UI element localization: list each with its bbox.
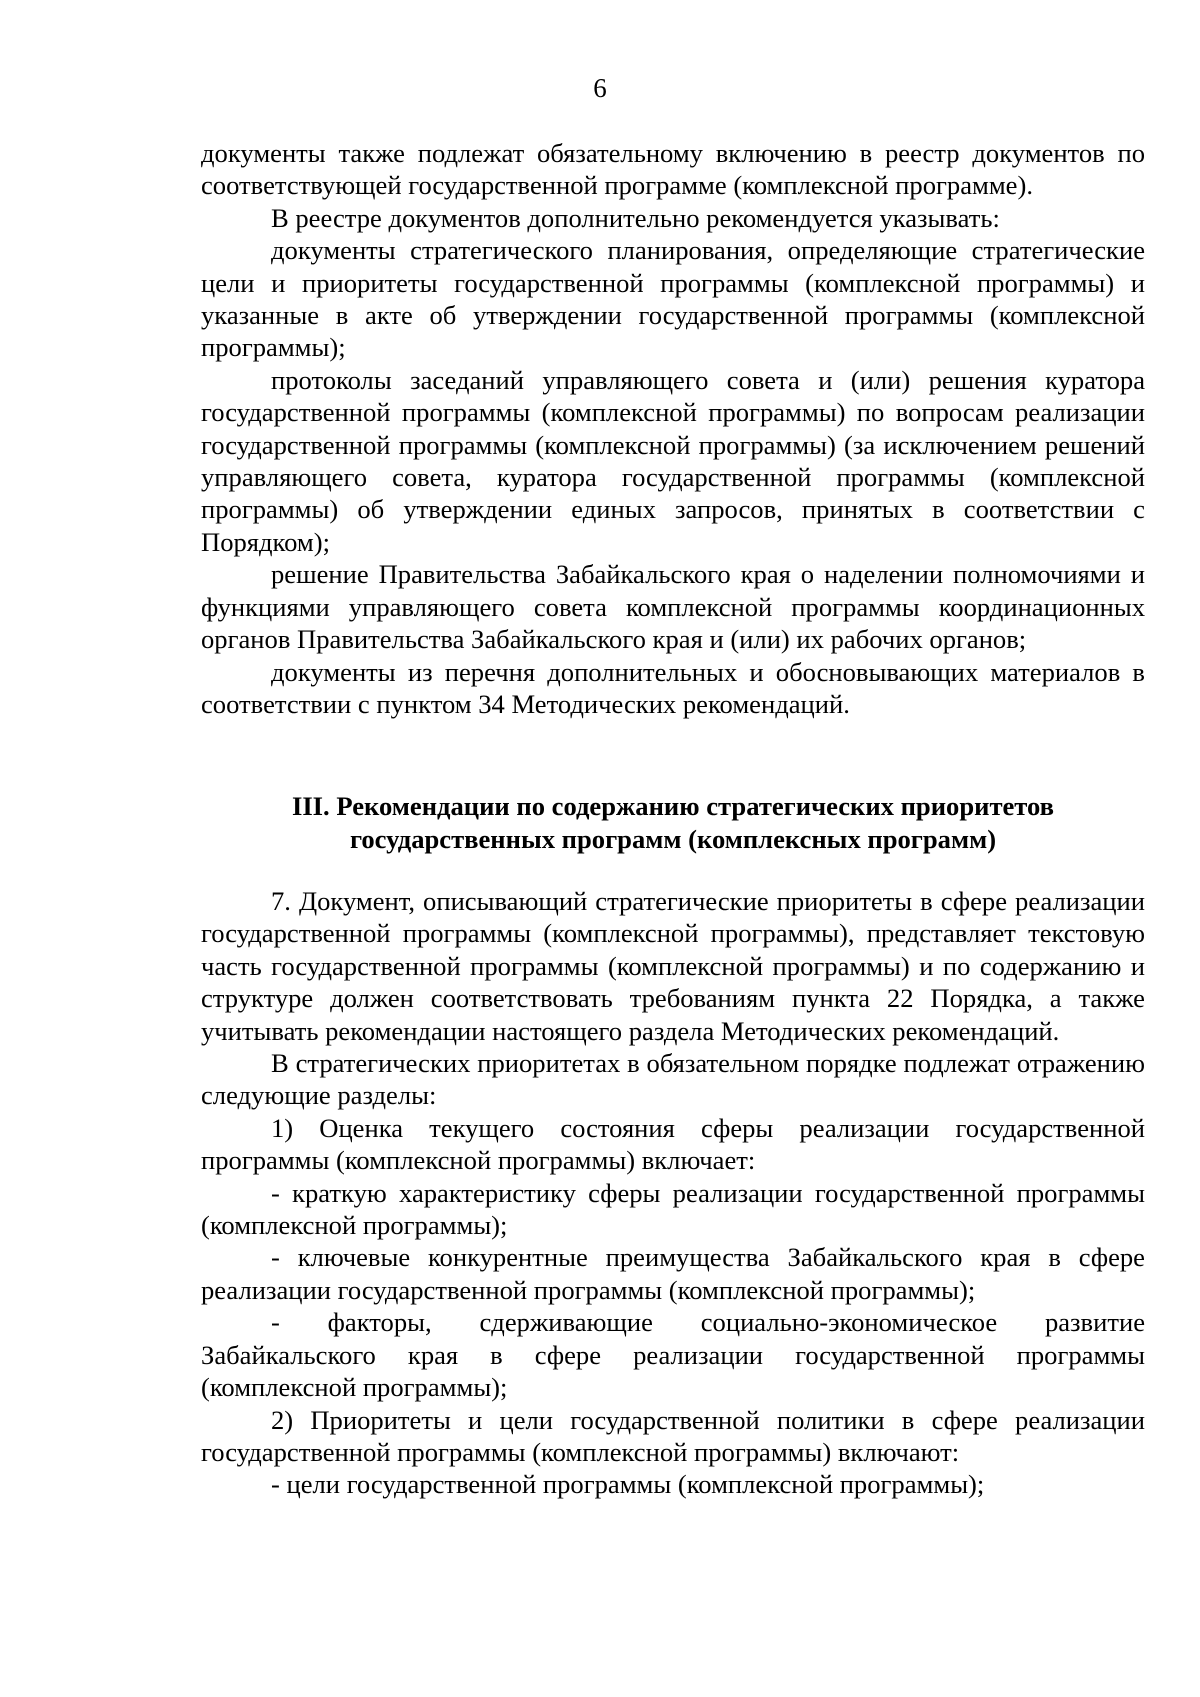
paragraph: 1) Оценка текущего состояния сферы реализации государственной программы (комплексной программы) включает: [201, 1112, 1145, 1176]
section-heading-line: III. Рекомендации по содержанию стратегических приоритетов [291, 791, 1055, 821]
paragraph: - ключевые конкурентные преимущества Забайкальского края в сфере реализации государственной программы (комплексной программы); [201, 1242, 1145, 1305]
paragraph: В реестре документов дополнительно рекомендуется указывать: [271, 202, 1000, 233]
paragraph: - цели государственной программы (комплексной программы); [271, 1469, 985, 1500]
section-heading-line: государственных программ (комплексных программ) [349, 824, 997, 854]
paragraph: протоколы заседаний управляющего совета и (или) решения куратора государственной программы (комплексной программы) по вопросам реализации государственной программы (комплексной программы) (за исключением решений управляющего совета, куратора государственной программы (комплексной программы) об утверждении единых запросов, принятых в соответствии с Порядком); [201, 364, 1145, 557]
paragraph: 2) Приоритеты и цели государственной политики в сфере реализации государственной программы (комплексной программы) включают: [201, 1404, 1145, 1467]
paragraph: - краткую характеристику сферы реализации государственной программы (комплексной программы); [201, 1177, 1145, 1241]
paragraph: В стратегических приоритетах в обязательном порядке подлежат отражению следующие разделы: [201, 1048, 1145, 1111]
paragraph: документы из перечня дополнительных и обосновывающих материалов в соответствии с пунктом 34 Методических рекомендаций. [201, 656, 1145, 719]
page-number: 6 [593, 73, 607, 103]
top-text-block [201, 137, 1145, 720]
paragraph: документы стратегического планирования, определяющие стратегические цели и приоритеты государственной программы (комплексной программы) и указанные в акте об утверждении государственной программы (комплексной программы); [201, 235, 1145, 363]
section-heading [201, 790, 1145, 856]
paragraph: документы также подлежат обязательному включению в реестр документов по соответствующей государственной программе (комплексной программе). [201, 138, 1145, 201]
paragraph: - факторы, сдерживающие социально-экономическое развитие Забайкальского края в сфере реализации государственной программы (комплексной программы); [201, 1307, 1145, 1403]
paragraph: решение Правительства Забайкальского края о наделении полномочиями и функциями управляющего совета комплексной программы координационных органов Правительства Забайкальского края и (или) их рабочих органов; [201, 559, 1145, 655]
paragraph: 7. Документ, описывающий стратегические приоритеты в сфере реализации государственной программы (комплексной программы), представляет текстовую часть государственной программы (комплексной программы) и по содержанию и структуре должен соответствовать требованиям пункта 22 Порядка, а также учитывать рекомендации настоящего раздела Методических рекомендаций. [201, 886, 1145, 1046]
bottom-text-block [201, 885, 1145, 1501]
